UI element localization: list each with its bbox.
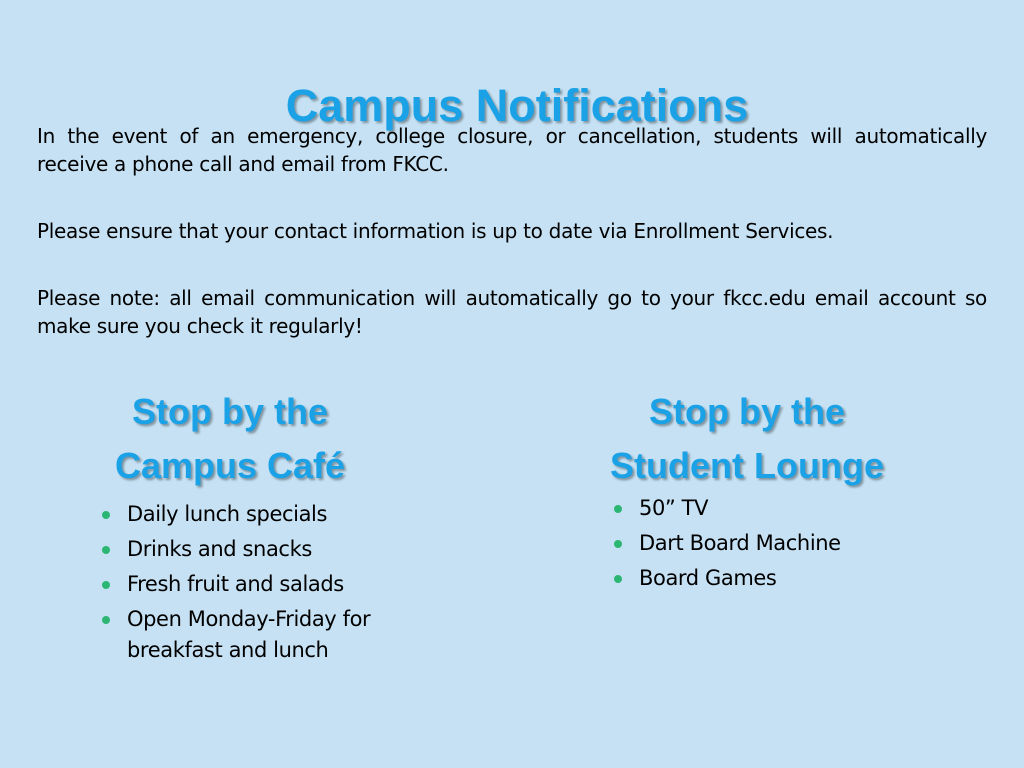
list-item-text: Drinks and snacks	[127, 537, 312, 561]
cafe-list	[100, 499, 430, 666]
cafe-heading	[60, 385, 400, 493]
list-item-text: Board Games	[639, 566, 777, 590]
list-item	[100, 604, 430, 666]
list-item	[612, 493, 982, 524]
bullet-dot-icon	[102, 546, 110, 554]
bullet-dot-icon	[102, 581, 110, 589]
lounge-section	[562, 385, 982, 598]
cafe-heading-line1: Stop by the	[132, 391, 328, 432]
cafe-section	[60, 385, 430, 670]
list-item-text: Daily lunch specials	[127, 502, 328, 526]
emergency-paragraph: In the event of an emergency, college closure, or cancellation, students will automatically receive a phone call and email from FKCC.	[37, 124, 987, 176]
bullet-dot-icon	[102, 616, 110, 624]
lounge-heading-line2: Student Lounge	[610, 445, 884, 486]
bullet-dot-icon	[614, 505, 622, 513]
list-item	[100, 534, 430, 565]
list-item	[100, 499, 430, 530]
bullet-dot-icon	[614, 540, 622, 548]
intro-section	[37, 122, 987, 379]
list-item	[100, 569, 430, 600]
lounge-list	[612, 493, 982, 594]
bullet-dot-icon	[102, 511, 110, 519]
list-item	[612, 563, 982, 594]
email-note-paragraph: Please note: all email communication will automatically go to your fkcc.edu email account so make sure you check it regularly!	[37, 286, 987, 338]
page-title: Campus Notifications	[285, 80, 749, 132]
list-item-text: Open Monday-Friday for breakfast and lunch	[127, 607, 371, 662]
lounge-heading	[562, 385, 932, 493]
list-item-text: Fresh fruit and salads	[127, 572, 344, 596]
list-item-text: Dart Board Machine	[639, 531, 841, 555]
lounge-heading-line1: Stop by the	[649, 391, 845, 432]
list-item	[612, 528, 982, 559]
bullet-dot-icon	[614, 575, 622, 583]
list-item-text: 50” TV	[639, 496, 709, 520]
cafe-heading-line2: Campus Café	[114, 445, 346, 486]
contact-info-paragraph: Please ensure that your contact information is up to date via Enrollment Services.	[37, 219, 834, 243]
